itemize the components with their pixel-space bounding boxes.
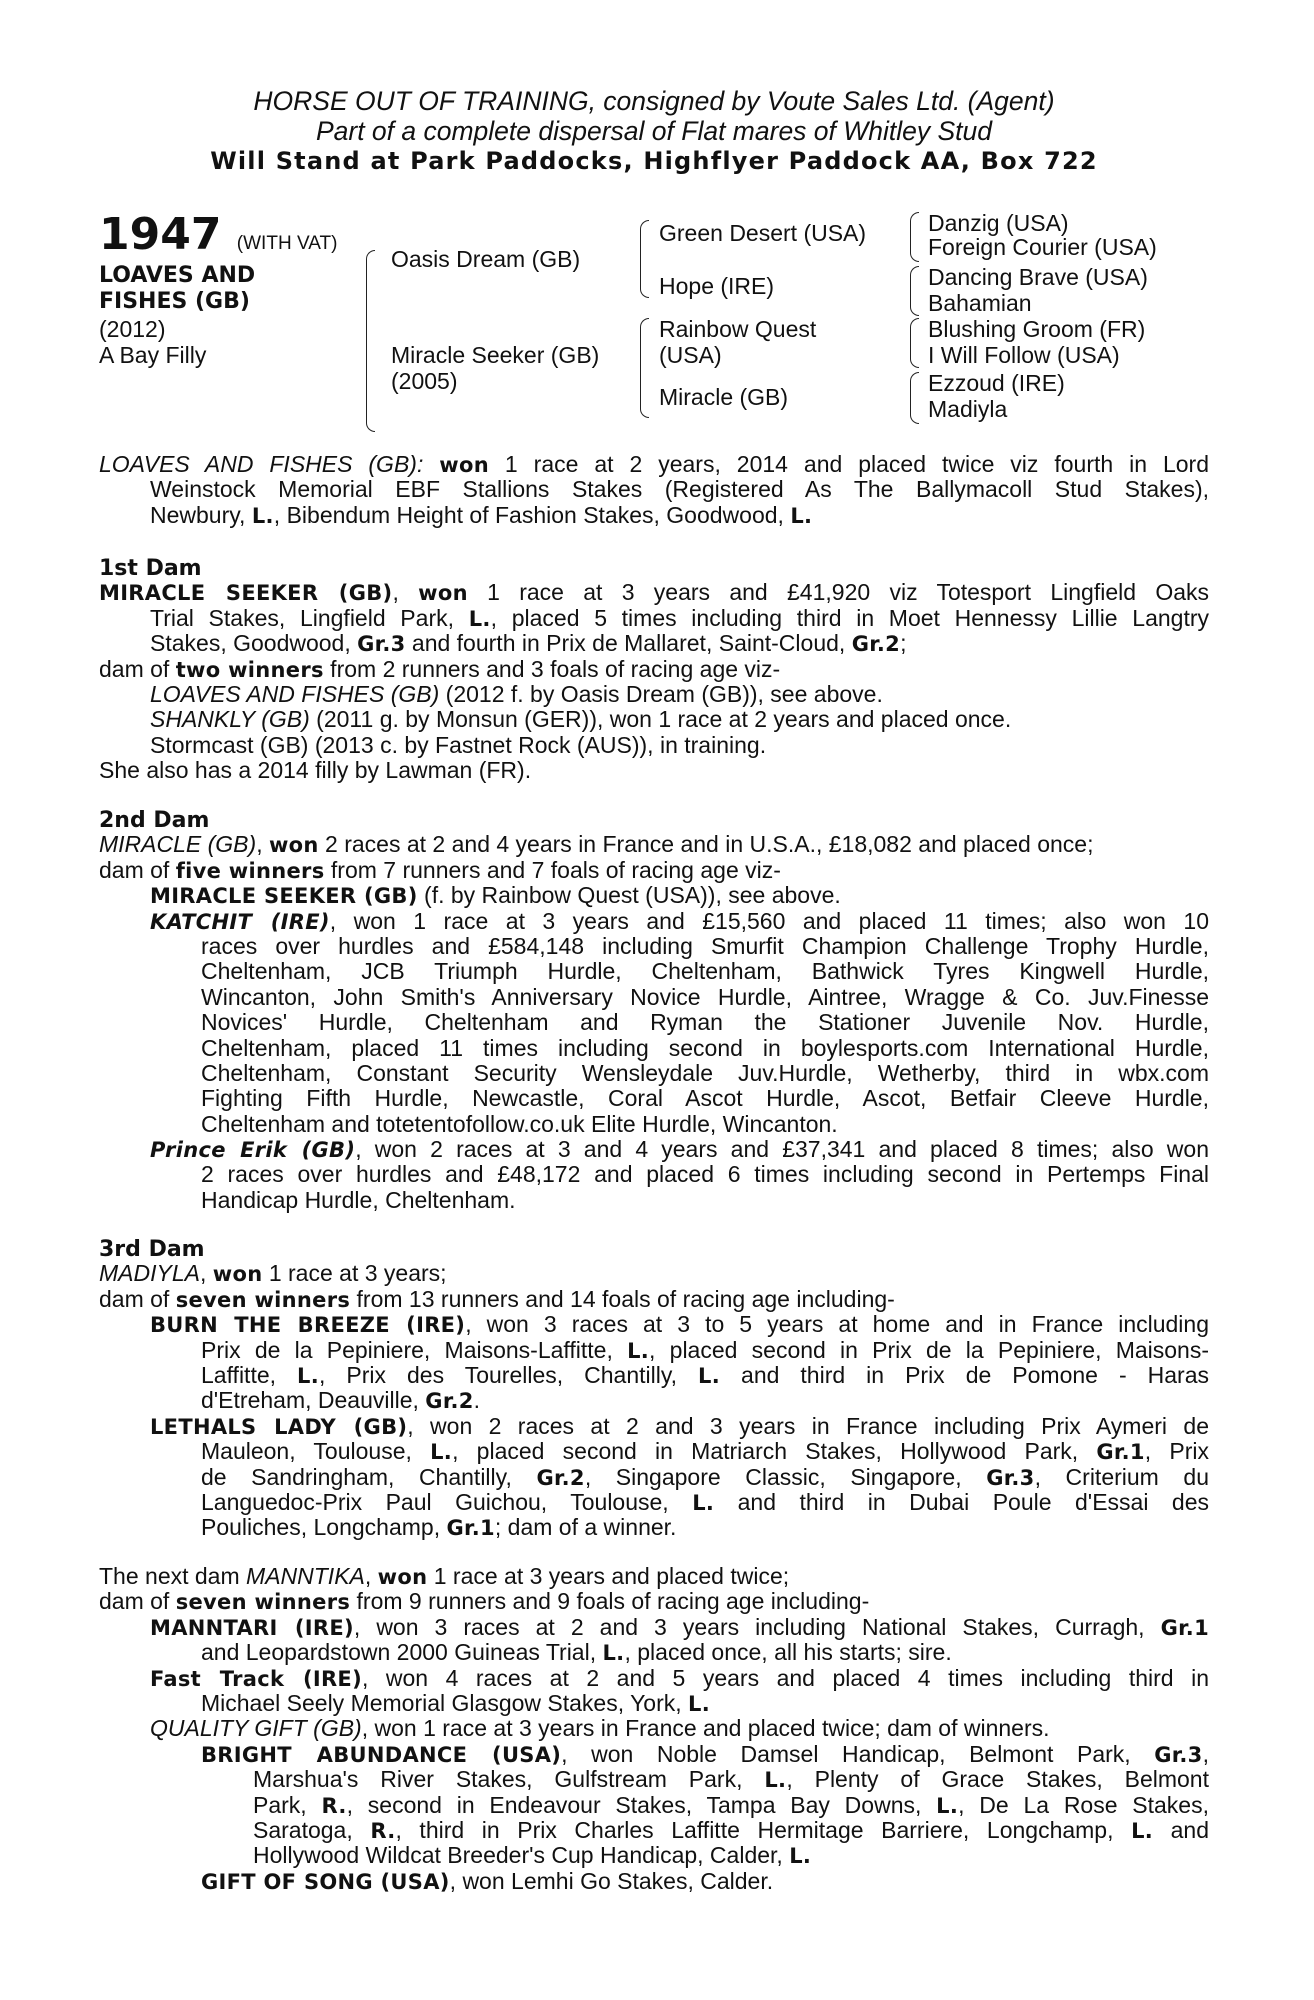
text-line	[99, 1261, 1209, 1286]
text-run: dam of	[99, 655, 176, 682]
text-run: and third in Dubai Poule d'Essai des	[714, 1488, 1209, 1515]
also-has-note: She also has a 2014 filly by Lawman (FR).	[99, 757, 532, 784]
text-line	[99, 1767, 1209, 1792]
text-run: and Leopardstown 2000 Guineas Trial,	[201, 1639, 603, 1666]
text-run: Gr.1	[446, 1516, 495, 1541]
second-dam-section	[99, 807, 1209, 1213]
text-line	[99, 580, 1209, 605]
sire-sire: Green Desert (USA)	[659, 220, 867, 246]
text-run: Hollywood Wildcat Breeder's Cup Handicap, Calder,	[253, 1842, 790, 1869]
dam-brace	[640, 318, 649, 418]
text-run: de Sandringham, Chantilly,	[201, 1463, 537, 1490]
text-line	[99, 909, 1209, 934]
text-run: 1 race at 3 years and placed twice;	[427, 1563, 790, 1589]
text-run: Gr.2	[425, 1389, 474, 1414]
text-line: Cheltenham, JCB Triumph Hurdle, Cheltenham, Bathwick Tyres Kingwell Hurdle,	[201, 958, 1209, 985]
gen3-7: Ezzoud (IRE)	[928, 370, 1065, 396]
progeny-2	[99, 707, 1209, 732]
text-run: , second in Endeavour Stakes, Tampa Bay Downs,	[346, 1791, 937, 1818]
text-line	[99, 1843, 1209, 1868]
text-run: , won 1 race at 3 years in France and placed twice; dam of winners.	[361, 1715, 1050, 1742]
text-run: , Prix	[1144, 1438, 1209, 1465]
won-label: won	[439, 453, 489, 477]
text-run: , won 2 races at 2 and 3 years in France including Prix Aymeri de	[407, 1412, 1209, 1439]
text-line	[99, 1388, 1209, 1413]
progeny-miracle-seeker: MIRACLE SEEKER (GB)	[150, 884, 418, 909]
text-run: won	[418, 581, 468, 606]
text-run: Laffitte,	[201, 1361, 298, 1388]
gen3-2: Foreign Courier (USA)	[928, 234, 1157, 260]
text-line	[99, 1615, 1209, 1640]
third-dam-name: MADIYLA	[99, 1260, 200, 1287]
text-run: , De La Rose Stakes,	[958, 1791, 1209, 1818]
text-run: L.	[1131, 1818, 1154, 1843]
sire-dam: Hope (IRE)	[659, 273, 775, 299]
horse-description: A Bay Filly	[99, 342, 207, 368]
text-line	[99, 1589, 1209, 1614]
progeny-1	[99, 682, 1209, 707]
gen3-8: Madiyla	[928, 396, 1008, 422]
text-run: , Singapore Classic, Singapore,	[584, 1463, 987, 1490]
pedigree-table	[99, 210, 1209, 435]
gen3-brace-2	[910, 266, 919, 316]
text-run: SHANKLY (GB)	[150, 706, 310, 733]
text-line	[99, 1338, 1209, 1363]
text-line	[99, 1666, 1209, 1691]
sire: Oasis Dream (GB)	[391, 246, 581, 272]
lot-summary	[99, 452, 1209, 528]
summary-text: 1 race at 2 years, 2014 and placed twice viz fourth in Lord	[488, 451, 1210, 477]
gen3-4: Bahamian	[928, 290, 1032, 316]
text-run: Languedoc-Prix Paul Guichou, Toulouse,	[201, 1488, 693, 1515]
text-run: L.	[251, 503, 274, 528]
gen3-5: Blushing Groom (FR)	[928, 316, 1146, 342]
text-line: Handicap Hurdle, Cheltenham.	[201, 1186, 516, 1213]
text-run: 1 race at 3 years;	[262, 1260, 447, 1287]
text-run: ,	[256, 831, 269, 858]
text-run: Saratoga,	[253, 1816, 371, 1843]
summary-horse-name: LOAVES AND FISHES (GB)	[99, 451, 417, 477]
next-dam-name: MANNTIKA	[246, 1563, 365, 1589]
text-run: ;	[900, 630, 907, 657]
text-run: , placed second in Prix de la Pepiniere, Maisons-	[649, 1336, 1209, 1363]
text-run: (2012 f. by Oasis Dream (GB)), see above.	[439, 680, 883, 707]
progeny-quality-gift: QUALITY GIFT (GB)	[150, 1715, 362, 1742]
text-run: Gr.3	[357, 632, 406, 657]
text-run: ,	[1202, 1740, 1209, 1767]
text-line	[99, 1564, 1209, 1589]
text-run: LOAVES AND FISHES (GB)	[150, 680, 440, 707]
text-line: Cheltenham and totetentofollow.co.uk Elite Hurdle, Wincanton.	[201, 1110, 838, 1137]
progeny-lethals-lady: LETHALS LADY (GB)	[150, 1414, 408, 1439]
dam-sire-line2: (USA)	[659, 342, 722, 368]
text-run: L.	[789, 1844, 812, 1869]
text-run: from 7 runners and 7 foals of racing age viz-	[324, 856, 781, 883]
second-dam-name: MIRACLE (GB)	[99, 831, 257, 858]
text-run: seven winners	[175, 1590, 351, 1615]
text-run: five winners	[175, 858, 325, 883]
text-run: , third in Prix Charles Laffitte Hermitage Barriere, Longchamp,	[395, 1816, 1132, 1843]
first-dam-section	[99, 555, 1209, 784]
text-line	[99, 858, 1209, 883]
text-run: L.	[468, 606, 491, 631]
text-line	[99, 1439, 1209, 1464]
text-line	[99, 1490, 1209, 1515]
text-run: from 9 runners and 9 foals of racing age including-	[350, 1588, 870, 1615]
text-run: and	[1153, 1816, 1209, 1843]
progeny-prince-erik: Prince Erik (GB)	[150, 1138, 356, 1163]
text-run: R.	[321, 1793, 347, 1818]
gen3-brace-4	[910, 372, 919, 424]
text-line	[99, 1414, 1209, 1439]
text-line	[99, 606, 1209, 631]
text-run: Gr.2	[851, 632, 901, 657]
text-line: races over hurdles and £584,148 including Smurfit Champion Challenge Trophy Hurdle,	[201, 932, 1209, 959]
gen3-3: Dancing Brave (USA)	[928, 264, 1148, 290]
second-dam-heading: 2nd Dam	[99, 808, 210, 833]
text-run: d'Etreham, Deauville,	[201, 1387, 426, 1414]
text-run: L.	[627, 1338, 650, 1363]
text-line	[99, 1287, 1209, 1312]
text-run: won	[268, 833, 319, 858]
text-run: , won Noble Damsel Handicap, Belmont Park,	[561, 1740, 1155, 1767]
dam-year: (2005)	[391, 368, 458, 394]
text-run: , Bibendum Height of Fashion Stakes, Goodwood,	[273, 501, 791, 528]
text-run: from 13 runners and 14 foals of racing age including-	[350, 1285, 895, 1312]
progeny-katchit: KATCHIT (IRE)	[150, 909, 330, 934]
text-run: , won 1 race at 3 years and £15,560 and placed 11 times; also won 10	[329, 907, 1209, 934]
text-line: Wincanton, John Smith's Anniversary Novice Hurdle, Aintree, Wragge & Co. Juv.Finesse	[201, 983, 1209, 1010]
text-run: L.	[602, 1641, 625, 1666]
text-run: dam of	[99, 1285, 176, 1312]
text-run: , won 2 races at 3 and 4 years and £37,341 and placed 8 times; also won	[355, 1136, 1209, 1163]
dam: Miracle Seeker (GB)	[391, 342, 600, 368]
text-line	[99, 1869, 1209, 1894]
first-dam-name: MIRACLE SEEKER (GB)	[99, 581, 393, 606]
text-run: , won Lemhi Go Stakes, Calder.	[449, 1867, 774, 1894]
text-run: and fourth in Prix de Mallaret, Saint-Cloud,	[405, 630, 852, 657]
summary-line3	[99, 503, 1209, 528]
text-run: L.	[936, 1793, 959, 1818]
text-run: won	[377, 1565, 428, 1589]
text-run: , won 3 races at 3 to 5 years at home and in France including	[465, 1311, 1209, 1338]
text-run: , Plenty of Grace Stakes, Belmont	[786, 1766, 1209, 1793]
text-run: Park,	[253, 1791, 322, 1818]
pedigree-brace	[366, 250, 375, 432]
text-run: L.	[764, 1768, 787, 1793]
text-run: L.	[297, 1363, 319, 1388]
sire-brace	[640, 220, 649, 298]
horse-year: (2012)	[99, 316, 166, 342]
gen3-1: Danzig (USA)	[928, 210, 1069, 236]
horse-name-line1: LOAVES AND	[99, 263, 256, 288]
lot-number: 1947	[99, 209, 222, 260]
text-line	[99, 452, 1209, 477]
third-dam-heading: 3rd Dam	[99, 1237, 205, 1262]
text-run: Gr.2	[536, 1465, 585, 1490]
text-run: Stakes, Goodwood,	[150, 630, 358, 657]
text-line: Novices' Hurdle, Cheltenham and Ryman the Stationer Juvenile Nov. Hurdle,	[201, 1009, 1209, 1036]
text-run: , placed second in Matriarch Stakes, Hollywood Park,	[452, 1438, 1097, 1465]
dam-sire-line1: Rainbow Quest	[659, 316, 817, 342]
text-run: (2011 g. by Monsun (GER)), won 1 race at 2 years and placed once.	[309, 706, 1012, 733]
first-dam-heading: 1st Dam	[99, 556, 202, 581]
text-line	[99, 883, 1209, 908]
text-run: , won 4 races at 2 and 5 years and placed 4 times including third in	[361, 1664, 1209, 1691]
text-run: R.	[370, 1818, 396, 1843]
text-run: two winners	[175, 657, 324, 682]
text-run: L.	[692, 1490, 715, 1515]
text-run: Gr.1	[1160, 1615, 1209, 1640]
gen3-6: I Will Follow (USA)	[928, 342, 1120, 368]
text-run: L.	[790, 503, 813, 528]
text-run: , placed once, all his starts; sire.	[624, 1639, 952, 1666]
text-line	[99, 1137, 1209, 1162]
text-run: Gr.1	[1096, 1440, 1145, 1465]
dam-dam: Miracle (GB)	[659, 384, 789, 410]
lot-number-block	[99, 210, 337, 269]
text-line	[99, 1793, 1209, 1818]
vat-note: (WITH VAT)	[236, 233, 338, 254]
text-line	[99, 807, 1209, 832]
dispersal-line: Part of a complete dispersal of Flat mares of Whitley Stud	[315, 116, 993, 146]
text-run: ,	[199, 1260, 213, 1287]
text-line: Cheltenham, placed 11 times including second in boylesports.com International Hurdle,	[201, 1034, 1209, 1061]
text-line	[99, 1818, 1209, 1843]
text-line: Fighting Fifth Hurdle, Newcastle, Coral Ascot Hurdle, Ascot, Betfair Cleeve Hurdle,	[201, 1085, 1209, 1112]
text-run: and third in Prix de Pomone - Haras	[720, 1361, 1209, 1388]
text-run: :	[416, 451, 424, 477]
text-run: Gr.3	[986, 1465, 1035, 1490]
text-line	[99, 832, 1209, 857]
text-run: (f. by Rainbow Quest (USA)), see above.	[417, 882, 841, 909]
third-dam-section	[99, 1236, 1209, 1541]
text-run: from 2 runners and 3 foals of racing age viz-	[323, 655, 781, 682]
text-line	[99, 1363, 1209, 1388]
text-line	[99, 1312, 1209, 1337]
text-run: , won 3 races at 2 and 3 years including National Stakes, Curragh,	[353, 1613, 1161, 1640]
text-line: Cheltenham, Constant Security Wensleydale Juv.Hurdle, Wetherby, third in wbx.com	[201, 1059, 1209, 1086]
progeny-3: Stormcast (GB) (2013 c. by Fastnet Rock (AUS)), in training.	[150, 731, 767, 758]
text-run: Marshua's River Stakes, Gulfstream Park,	[253, 1766, 765, 1793]
text-run: L.	[698, 1363, 721, 1388]
text-line	[99, 1691, 1209, 1716]
text-run: Newbury,	[150, 501, 252, 528]
text-line	[99, 1236, 1209, 1261]
text-line	[99, 631, 1209, 656]
text-line	[99, 1515, 1209, 1540]
text-run: ; dam of a winner.	[494, 1514, 677, 1541]
text-run: , Prix des Tourelles, Chantilly,	[319, 1361, 699, 1388]
text-run: The next dam	[99, 1563, 247, 1589]
next-dam-section	[99, 1564, 1209, 1894]
text-run: Michael Seely Memorial Glasgow Stakes, York,	[201, 1689, 689, 1716]
gen3-brace-3	[910, 318, 919, 368]
text-run: won	[212, 1262, 263, 1287]
progeny-manntari: MANNTARI (IRE)	[150, 1615, 354, 1640]
horse-name-line2: FISHES (GB)	[99, 289, 250, 314]
summary-line2: Weinstock Memorial EBF Stallions Stakes (Registered As The Ballymacoll Stud Stakes),	[150, 476, 1209, 503]
text-run: Trial Stakes, Lingfield Park,	[150, 604, 469, 631]
text-run: L.	[688, 1691, 711, 1716]
text-run: Prix de la Pepiniere, Maisons-Laffitte,	[201, 1336, 628, 1363]
stabling-line: Will Stand at Park Paddocks, Highflyer Paddock AA, Box 722	[210, 147, 1098, 175]
text-line	[99, 1716, 1209, 1741]
text-run: 2 races at 2 and 4 years in France and in U.S.A., £18,082 and placed once;	[318, 831, 1094, 858]
text-run: Mauleon, Toulouse,	[201, 1438, 431, 1465]
text-line	[99, 1640, 1209, 1665]
text-run: dam of	[99, 856, 176, 883]
progeny-gift-of-song: GIFT OF SONG (USA)	[201, 1869, 450, 1894]
text-run: 1 race at 3 years and £41,920 viz Totesport Lingfield Oaks	[467, 579, 1209, 606]
progeny-bright-abundance: BRIGHT ABUNDANCE (USA)	[201, 1742, 562, 1767]
gen3-brace-1	[910, 212, 919, 262]
text-run: ,	[392, 579, 419, 606]
text-run: , placed 5 times including third in Moet Hennessy Lillie Langtry	[490, 604, 1210, 631]
text-run: ,	[364, 1563, 378, 1589]
text-run: Gr.3	[1154, 1742, 1203, 1767]
text-line	[99, 1742, 1209, 1767]
progeny-fast-track: Fast Track (IRE)	[150, 1666, 362, 1691]
text-run: .	[473, 1387, 481, 1414]
progeny-burn-the-breeze: BURN THE BREEZE (IRE)	[150, 1313, 466, 1338]
consignor-line: HORSE OUT OF TRAINING, consigned by Voute Sales Ltd. (Agent)	[253, 86, 1055, 116]
text-run: Pouliches, Longchamp,	[201, 1514, 447, 1541]
text-line	[99, 1465, 1209, 1490]
text-line	[99, 657, 1209, 682]
text-run: L.	[430, 1440, 453, 1465]
text-line	[99, 555, 1209, 580]
text-run: seven winners	[175, 1287, 351, 1312]
text-run: , Criterium du	[1034, 1463, 1210, 1490]
text-line: 2 races over hurdles and £48,172 and placed 6 times including second in Pertemps Final	[201, 1161, 1209, 1188]
text-run: dam of	[99, 1588, 176, 1615]
